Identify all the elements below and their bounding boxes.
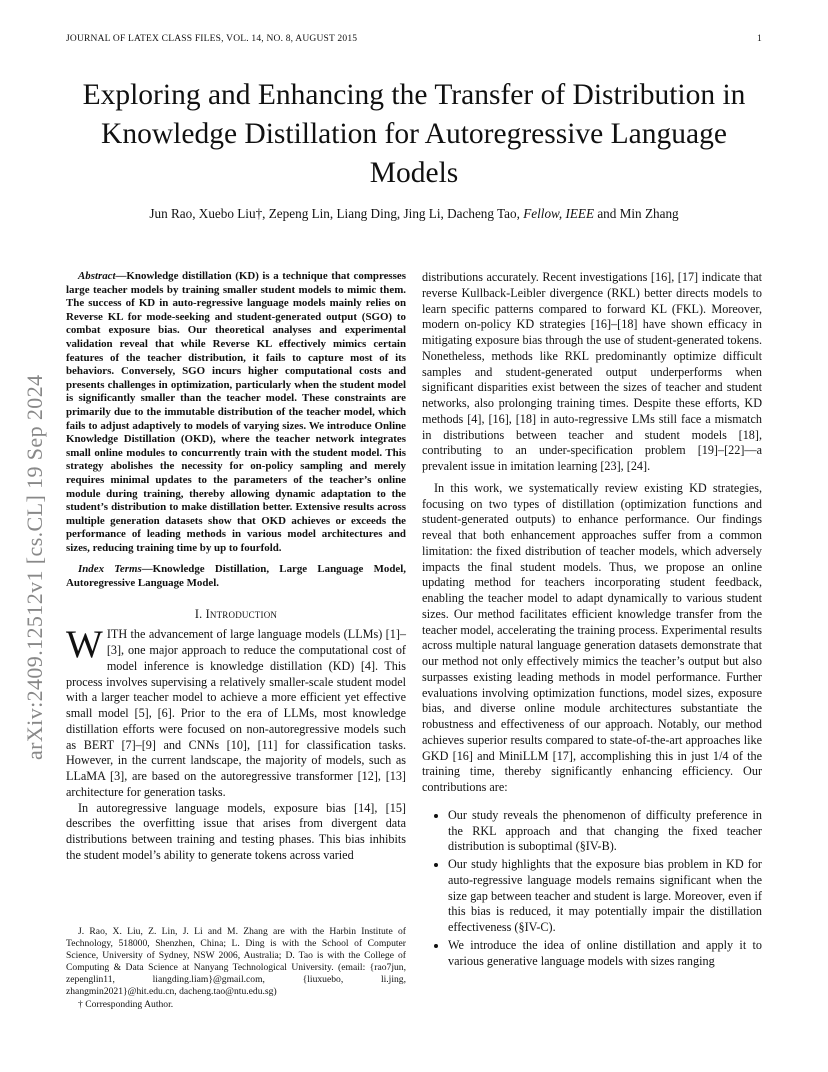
page-number: 1 [757, 34, 762, 44]
footnote-corresponding: † Corresponding Author. [78, 998, 174, 1010]
author-list [66, 206, 762, 222]
right-column [422, 270, 762, 971]
index-terms-text: —Knowledge Distillation, Large Language Model, Autoregressive Language Model. [66, 563, 406, 590]
arxiv-identifier: arXiv:2409.12512v1 [cs.CL] 19 Sep 2024 [22, 374, 47, 760]
section-title: Introduction [205, 606, 278, 621]
section-heading-introduction [66, 607, 406, 623]
intro-paragraph-2: In autoregressive language models, exposure bias [14], [15] describes the overfitting issue that arises from divergent data distributions between training and testing phases. This bias inhibits the student model’s ability to generate tokens across varied [66, 800, 406, 862]
drop-cap: W [66, 623, 103, 667]
list-item: • Our study reveals the phenomenon of difficulty preference in the RKL approach and that changing the fixed teacher distribution is suboptimal (§IV-B). [448, 808, 762, 855]
index-terms-lead: Index Terms [78, 563, 142, 576]
authors-main: Jun Rao, Xuebo Liu†, Zepeng Lin, Liang Ding, Jing Li, Dacheng Tao, [149, 206, 524, 221]
list-item: • Our study highlights that the exposure bias problem in KD for auto-regressive language models remains significant when the size gap between teacher and student is large. Moreover, even if this bias is reduced, it may potentially impair the distillation effectiveness (§IV-C). [448, 857, 762, 936]
abstract-lead: Abstract [78, 270, 116, 282]
section-number: I. [194, 606, 206, 621]
paper-title: Exploring and Enhancing the Transfer of Distribution in Knowledge Distillation for Autoregressive Language Models [82, 79, 746, 189]
intro-p1-text: the advancement of large language models (LLMs) [1]–[3], one major approach to reduce the computational cost of model inference is knowledge distillation (KD) [4]. This process involves supervising a relatively smaller-scale student model with a larger teacher model to achieve a more efficient yet effective small model [5], [6]. Prior to the era of LLMs, most knowledge distillation efforts were focused on non-autoregressive models such as BERT [7]–[9] and CNNs [10], [11] for classification tasks. However, in the current landscape, the majority of models, such as LLaMA [3], are based on the autoregressive transformer [12], [13] architecture for generation tasks. [66, 627, 406, 799]
abstract [66, 270, 406, 555]
list-item: • We introduce the idea of online distillation and apply it to various generative language models with sizes ranging [448, 938, 762, 970]
footnote [66, 926, 406, 1011]
contribution-list [422, 808, 762, 970]
right-paragraph-1: distributions accurately. Recent investigations [16], [17] indicate that reverse Kullback-Leibler divergence (RKL) better directs models to learn specific patterns compared to forward KL (FKL). Moreover, modern on-policy KD strategies [16]–[18] have shown efficacy in mitigating exposure bias through the use of student-generated tokens. Nonetheless, methods like RKL predominantly optimize difficult samples and student-generated output underperforms when significant disparities exist between the sizes of teacher and student networks, also prolonging training times. Despite these efforts, KD methods [4], [16], [18] in auto-regressive LMs still face a mismatch in distributions between teacher and student models [18], contributing to an under-specification problem [19]–[22]—a prevalent issue in imitation learning [23], [24]. [422, 270, 762, 473]
index-terms [66, 563, 406, 590]
authors-tail: and Min Zhang [594, 206, 679, 221]
intro-paragraph-1 [66, 623, 406, 800]
left-column [66, 270, 406, 864]
journal-header: JOURNAL OF LATEX CLASS FILES, VOL. 14, NO. 8, AUGUST 2015 [66, 34, 358, 44]
intro-first-word: ITH [106, 627, 128, 642]
abstract-text: —Knowledge distillation (KD) is a technique that compresses large teacher models by training smaller student models to mimic them. The success of KD in auto-regressive language models mainly relies on Reverse KL for mode-seeking and student-generated output (SGO) to combat exposure bias. Our theoretical analyses and experimental validation reveal that while Reverse KL effectively mimics certain features of the teacher distribution, it fails to capture most of its behaviors. Conversely, SGO incurs higher computational costs and presents challenges in optimization, particularly when the student model is significantly smaller than the teacher model. These constraints are primarily due to the immutable distribution of the teacher model, which fails to adjust adaptively to models of varying sizes. We introduce Online Knowledge Distillation (OKD), where the teacher network integrates small online modules to concurrently train with the student model. This strategy abolishes the necessity for on-policy sampling and merely requires minimal updates to the parameters of the teacher’s online module during training, thereby allowing dynamic adaptation to the student’s distribution to make distillation better. Extensive results across multiple generation datasets show that OKD achieves or exceeds the performance of leading methods in various model architectures and sizes, reducing training time by up to fourfold. [66, 270, 406, 554]
running-header [66, 34, 762, 48]
footnote-affiliation: J. Rao, X. Liu, Z. Lin, J. Li and M. Zhang are with the Harbin Institute of Technology, 518000, Shenzhen, China; L. Ding is with the School of Computer Science, University of Sydney, NSW 2006, Australia; D. Tao is with the College of Computing & Data Science at Nanyang Technological University. (email: {rao7jun, zepenglin11, liangding.liam}@gmail.com, {liuxuebo, li.jing, zhangmin2021}@hit.edu.cn, dacheng.tao@ntu.edu.sg) [66, 926, 406, 998]
authors-fellow: Fellow, IEEE [523, 206, 595, 221]
right-paragraph-2: In this work, we systematically review existing KD strategies, focusing on two types of distillation (optimization functions and student-generated outputs) to enhance performance. Our findings reveal that both enhancement approaches suffer from a common limitation: the fixed distribution of teacher models, which adversely impacts the final student models. Thus, we propose an online updating method for teachers incorporating student feedback, enabling the teacher model to adapt dynamically to various student sizes. Our method facilitates efficient knowledge transfer from the teacher model, accelerating the training process. Experimental results across multiple natural language generation datasets demonstrate that our method not only effectively mimics the teacher’s output but also surpasses existing leading methods in model performance. Further evaluations involving optimization functions, model sizes, exposure bias, and diverse online module architectures substantiate the robustness and effectiveness of our approach. Notably, our method achieves superior results compared to state-of-the-art approaches like GKD [16] and MiniLLM [17], accomplishing this in just 1/4 of the training time, thereby significantly enhancing efficiency. Our contributions are: [422, 480, 762, 794]
